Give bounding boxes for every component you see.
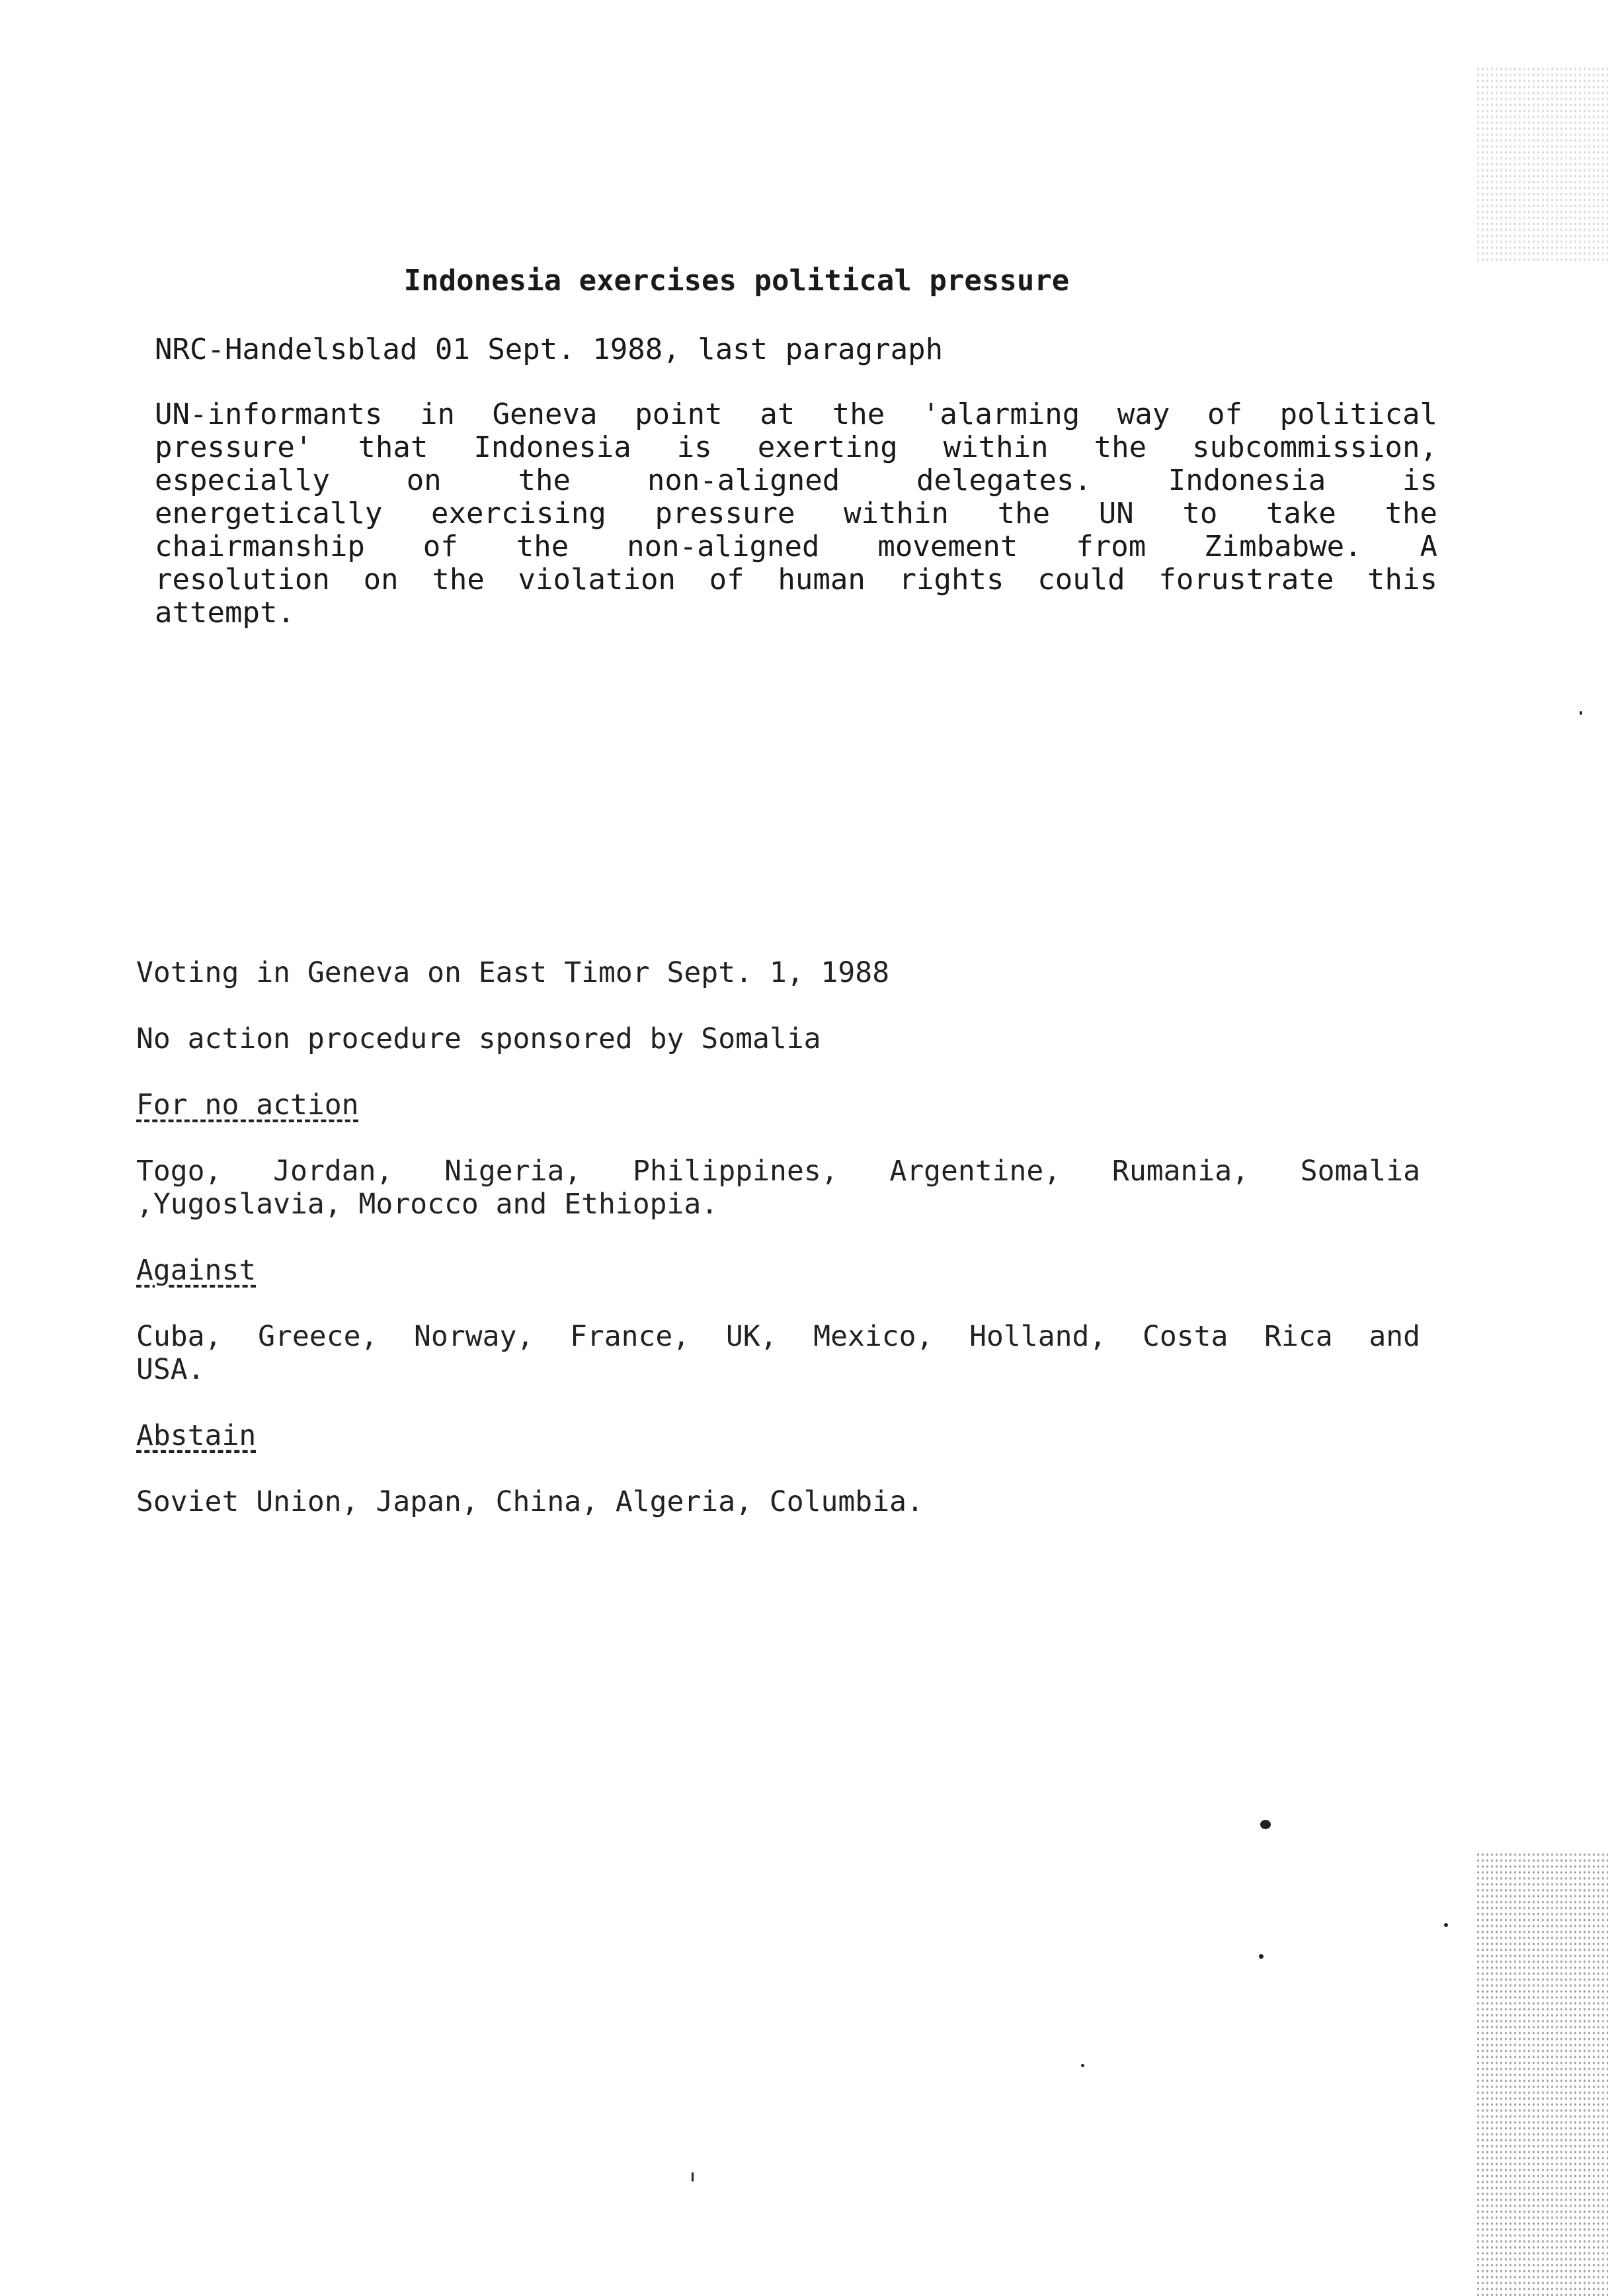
scan-noise-bottom-right: [1476, 1852, 1608, 2296]
country-line: USA.: [136, 1353, 205, 1386]
for-no-action-list: [136, 1155, 1420, 1221]
paragraph-line: chairmanship of the non-aligned movement from Zimbabwe. A: [155, 530, 1437, 563]
scan-speck: [1081, 2064, 1084, 2067]
paragraph-line: especially on the non-aligned delegates. Indonesia is: [155, 464, 1437, 497]
country-line: ,Yugoslavia, Morocco and Ethiopia.: [136, 1188, 719, 1221]
scan-noise-top-right: [1476, 66, 1608, 265]
voting-procedure: No action procedure sponsored by Somalia: [136, 1022, 821, 1055]
article-paragraph: [155, 398, 1437, 630]
for-no-action-heading: For no action: [136, 1088, 359, 1122]
abstain-heading: Abstain: [136, 1419, 257, 1452]
abstain-list: [136, 1485, 1420, 1518]
country-line: Togo, Jordan, Nigeria, Philippines, Argentine, Rumania, Somalia: [136, 1155, 1420, 1188]
against-heading: Against: [136, 1254, 257, 1287]
country-line: Soviet Union, Japan, China, Algeria, Columbia.: [136, 1485, 924, 1518]
paragraph-line: attempt.: [155, 596, 295, 630]
scan-speck: [1259, 1954, 1264, 1959]
scan-speck: [1260, 1820, 1271, 1829]
scan-speck: [1580, 711, 1582, 715]
paragraph-line: UN-informants in Geneva point at the 'alarming way of political: [155, 397, 1437, 431]
voting-title: Voting in Geneva on East Timor Sept. 1, 1988: [136, 956, 890, 989]
paragraph-line: pressure' that Indonesia is exerting within the subcommission,: [155, 430, 1437, 464]
article-source: NRC-Handelsblad 01 Sept. 1988, last paragraph: [155, 333, 944, 366]
against-list: [136, 1320, 1420, 1386]
scan-speck: [692, 2172, 694, 2182]
article-title: Indonesia exercises political pressure: [403, 264, 1070, 298]
paragraph-line: resolution on the violation of human rights could forustrate this: [155, 563, 1437, 596]
country-line: Cuba, Greece, Norway, France, UK, Mexico, Holland, Costa Rica and: [136, 1320, 1420, 1353]
scan-speck: [1444, 1923, 1448, 1927]
paragraph-line: energetically exercising pressure within the UN to take the: [155, 497, 1437, 530]
